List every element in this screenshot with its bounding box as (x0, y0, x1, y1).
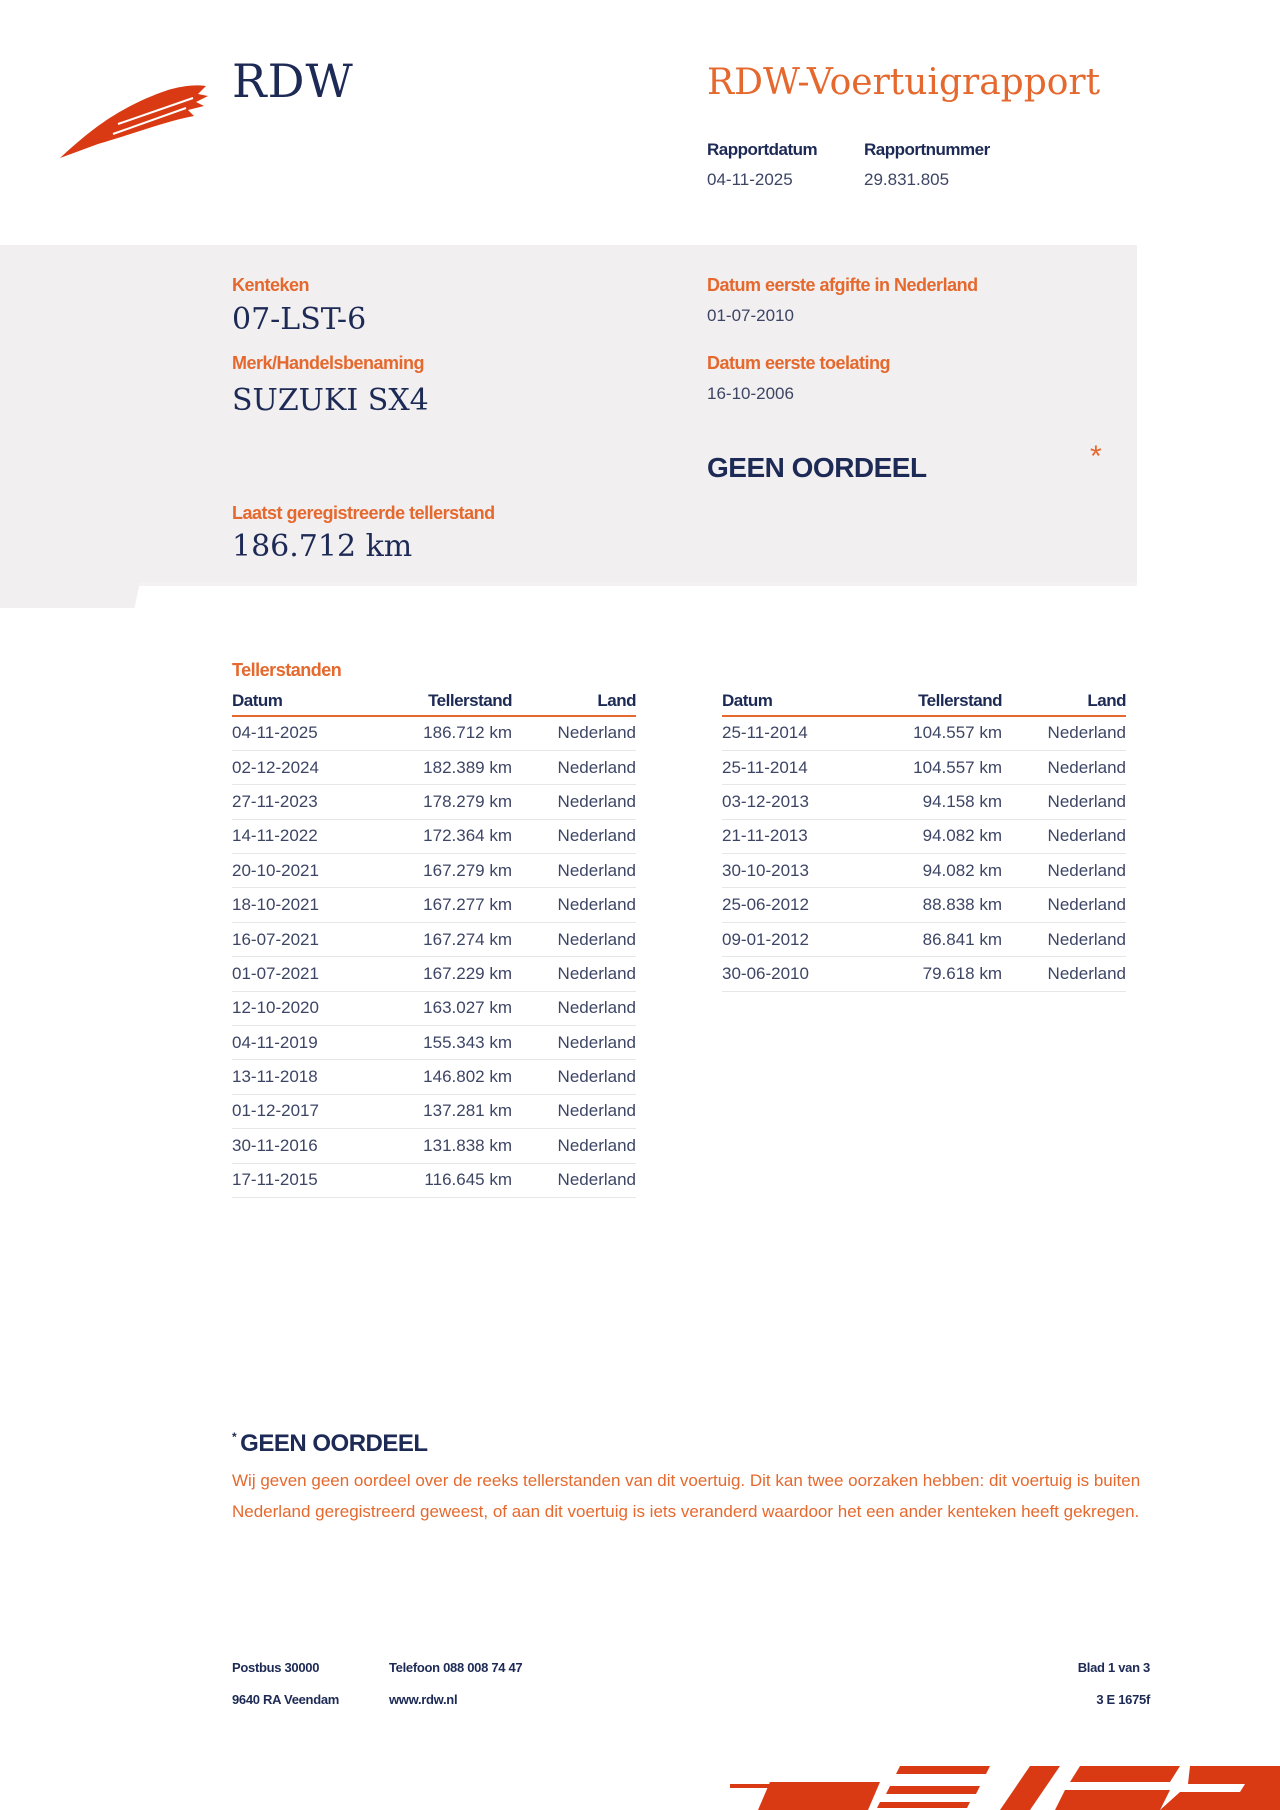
note-title-text: GEEN OORDEEL (240, 1430, 428, 1457)
cell-date: 17-11-2015 (232, 1163, 382, 1197)
cell-km: 167.277 km (382, 888, 512, 922)
cell-date: 04-11-2019 (232, 1026, 382, 1060)
cell-country: Nederland (512, 1094, 636, 1128)
cell-km: 182.389 km (382, 750, 512, 784)
cell-country: Nederland (512, 819, 636, 853)
footer-postbus: Postbus 30000 (232, 1660, 320, 1675)
plate-label: Kenteken (232, 275, 310, 295)
header-country: Land (512, 688, 636, 716)
table-header-row (722, 688, 1126, 716)
footer-page-number: Blad 1 van 3 (1077, 1660, 1150, 1675)
cell-km: 167.274 km (382, 922, 512, 956)
cell-date: 09-01-2012 (722, 922, 872, 956)
table-header-row (232, 688, 636, 716)
table-row (232, 1094, 636, 1128)
cell-km: 94.158 km (872, 785, 1002, 819)
first-admission-value: 16-10-2006 (707, 384, 794, 403)
cell-date: 18-10-2021 (232, 888, 382, 922)
cell-date: 30-10-2013 (722, 854, 872, 888)
cell-date: 01-07-2021 (232, 957, 382, 991)
table-row (232, 1026, 636, 1060)
note-text: Wij geven geen oordeel over de reeks tellerstanden van dit voertuig. Dit kan twee oorzaken hebben: dit voertuig is buiten Nederland geregistreerd geweest, of aan dit voertuig is iets veranderd waardoor het een ander kenteken heeft gekregen. (232, 1471, 1141, 1521)
cell-km: 137.281 km (382, 1094, 512, 1128)
report-date-value: 04-11-2025 (707, 170, 793, 189)
cell-date: 16-07-2021 (232, 922, 382, 956)
table-row (722, 922, 1126, 956)
cell-country: Nederland (512, 991, 636, 1025)
table-row (722, 957, 1126, 991)
cell-country: Nederland (512, 1163, 636, 1197)
cell-date: 12-10-2020 (232, 991, 382, 1025)
cell-km: 104.557 km (872, 750, 1002, 784)
first-nl-label: Datum eerste afgifte in Nederland (707, 275, 978, 295)
first-admission-label: Datum eerste toelating (707, 353, 891, 373)
cell-date: 25-11-2014 (722, 750, 872, 784)
verdict-status: GEEN OORDEEL (707, 452, 927, 483)
table-row (232, 819, 636, 853)
table-row (232, 957, 636, 991)
header-country: Land (1002, 688, 1126, 716)
cell-km: 172.364 km (382, 819, 512, 853)
cell-date: 13-11-2018 (232, 1060, 382, 1094)
make-value: SUZUKI SX4 (232, 383, 429, 418)
header-date: Datum (722, 688, 872, 716)
cell-km: 94.082 km (872, 854, 1002, 888)
table-row (232, 922, 636, 956)
table-row (232, 1060, 636, 1094)
report-number-label: Rapportnummer (864, 140, 990, 159)
cell-date: 25-06-2012 (722, 888, 872, 922)
cell-km: 88.838 km (872, 888, 1002, 922)
table-row (722, 819, 1126, 853)
cell-km: 163.027 km (382, 991, 512, 1025)
rdw-logo-icon (58, 82, 208, 162)
cell-km: 86.841 km (872, 922, 1002, 956)
cell-country: Nederland (512, 922, 636, 956)
cell-country: Nederland (512, 1060, 636, 1094)
cell-km: 79.618 km (872, 957, 1002, 991)
cell-country: Nederland (1002, 854, 1126, 888)
table-row (232, 888, 636, 922)
footer-website[interactable]: www.rdw.nl (389, 1692, 458, 1707)
report-date-block (707, 140, 817, 190)
cell-country: Nederland (512, 1026, 636, 1060)
make-label: Merk/Handelsbenaming (232, 353, 425, 373)
footer-phone: Telefoon 088 008 74 47 (389, 1660, 523, 1675)
header-km: Tellerstand (872, 688, 1002, 716)
readings-table-left (232, 688, 636, 1198)
table-row (722, 854, 1126, 888)
cell-country: Nederland (1002, 819, 1126, 853)
table-row (722, 888, 1126, 922)
cell-country: Nederland (1002, 716, 1126, 750)
readings-table-right (722, 688, 1126, 992)
cell-date: 30-06-2010 (722, 957, 872, 991)
table-row (232, 716, 636, 750)
panel-tab-decoration (0, 582, 140, 608)
table-row (722, 750, 1126, 784)
cell-country: Nederland (1002, 957, 1126, 991)
cell-km: 186.712 km (382, 716, 512, 750)
footer-code: 3 E 1675f (1096, 1692, 1150, 1707)
cell-date: 21-11-2013 (722, 819, 872, 853)
table-row (232, 1163, 636, 1197)
cell-km: 94.082 km (872, 819, 1002, 853)
cell-km: 146.802 km (382, 1060, 512, 1094)
cell-country: Nederland (512, 957, 636, 991)
cell-country: Nederland (512, 716, 636, 750)
verdict-asterisk: * (1090, 440, 1102, 473)
cell-country: Nederland (1002, 922, 1126, 956)
report-date-label: Rapportdatum (707, 140, 818, 159)
cell-km: 116.645 km (382, 1163, 512, 1197)
cell-km: 167.229 km (382, 957, 512, 991)
note-asterisk: * (232, 1430, 237, 1444)
odometer-label: Laatst geregistreerde tellerstand (232, 503, 495, 523)
cell-km: 155.343 km (382, 1026, 512, 1060)
odometer-value: 186.712 km (232, 529, 413, 564)
cell-date: 14-11-2022 (232, 819, 382, 853)
cell-km: 178.279 km (382, 785, 512, 819)
cell-km: 104.557 km (872, 716, 1002, 750)
report-title: RDW-Voertuigrapport (707, 62, 1101, 103)
cell-km: 131.838 km (382, 1129, 512, 1163)
cell-date: 25-11-2014 (722, 716, 872, 750)
cell-km: 167.279 km (382, 854, 512, 888)
first-nl-value: 01-07-2010 (707, 306, 794, 325)
table-row (232, 750, 636, 784)
plate-value: 07-LST-6 (232, 302, 367, 337)
table-row (232, 854, 636, 888)
readings-title: Tellerstanden (232, 660, 342, 680)
cell-date: 01-12-2017 (232, 1094, 382, 1128)
rdw-stripes-decoration (730, 1762, 1280, 1810)
table-row (722, 716, 1126, 750)
table-row (232, 991, 636, 1025)
brand-name: RDW (232, 54, 354, 108)
table-row (232, 1129, 636, 1163)
cell-country: Nederland (512, 1129, 636, 1163)
cell-date: 04-11-2025 (232, 716, 382, 750)
table-row (232, 785, 636, 819)
cell-date: 27-11-2023 (232, 785, 382, 819)
footer-city: 9640 RA Veendam (232, 1692, 340, 1707)
cell-country: Nederland (1002, 888, 1126, 922)
report-number-block (864, 140, 990, 190)
cell-date: 20-10-2021 (232, 854, 382, 888)
panel-shadow (138, 582, 1137, 586)
header-date: Datum (232, 688, 382, 716)
cell-date: 30-11-2016 (232, 1129, 382, 1163)
cell-country: Nederland (512, 888, 636, 922)
note-title (232, 1430, 428, 1458)
cell-country: Nederland (512, 854, 636, 888)
cell-date: 03-12-2013 (722, 785, 872, 819)
report-number-value: 29.831.805 (864, 170, 950, 189)
table-row (722, 785, 1126, 819)
cell-country: Nederland (1002, 785, 1126, 819)
cell-date: 02-12-2024 (232, 750, 382, 784)
cell-country: Nederland (512, 785, 636, 819)
cell-country: Nederland (1002, 750, 1126, 784)
header-km: Tellerstand (382, 688, 512, 716)
cell-country: Nederland (512, 750, 636, 784)
